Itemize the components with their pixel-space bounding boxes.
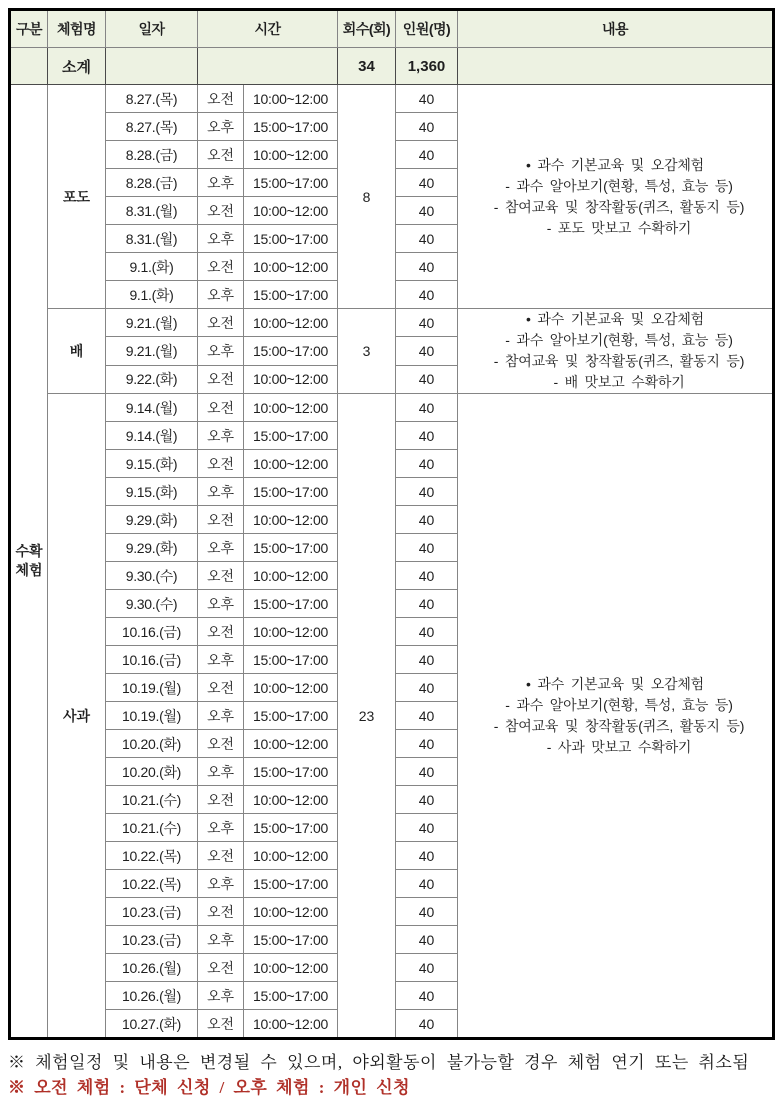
ampm-cell: 오전: [198, 618, 244, 646]
ampm-cell: 오전: [198, 394, 244, 422]
header-row: [10, 10, 774, 48]
people-count-cell: 40: [396, 394, 458, 422]
time-cell: 15:00~17:00: [244, 814, 338, 842]
content-line: - 참여교육 및 창작활동(퀴즈, 활동지 등): [493, 353, 745, 369]
date-cell: 10.23.(금): [106, 926, 198, 954]
schedule-row: [10, 85, 774, 113]
people-count-cell: 40: [396, 702, 458, 730]
header-sessions: 회수(회): [338, 10, 396, 48]
ampm-cell: 오전: [198, 253, 244, 281]
people-count-cell: 40: [396, 85, 458, 113]
ampm-cell: 오후: [198, 478, 244, 506]
content-cell: [458, 309, 774, 394]
people-count-cell: 40: [396, 365, 458, 393]
people-count-cell: 40: [396, 786, 458, 814]
time-cell: 10:00~12:00: [244, 197, 338, 225]
ampm-cell: 오전: [198, 842, 244, 870]
time-cell: 15:00~17:00: [244, 422, 338, 450]
date-cell: 9.15.(화): [106, 450, 198, 478]
ampm-cell: 오후: [198, 337, 244, 365]
date-cell: 10.20.(화): [106, 758, 198, 786]
experience-name-cell: 포도: [48, 85, 106, 309]
header-experience: 체험명: [48, 10, 106, 48]
time-cell: 15:00~17:00: [244, 478, 338, 506]
schedule-table: [8, 8, 775, 1040]
date-cell: 10.19.(월): [106, 702, 198, 730]
date-cell: 8.27.(목): [106, 113, 198, 141]
date-cell: 10.23.(금): [106, 898, 198, 926]
subtotal-label: 소계: [48, 48, 106, 85]
time-cell: 15:00~17:00: [244, 534, 338, 562]
content-line: • 과수 기본교육 및 오감체험: [525, 156, 705, 173]
date-cell: 9.29.(화): [106, 506, 198, 534]
time-cell: 10:00~12:00: [244, 141, 338, 169]
ampm-cell: 오전: [198, 954, 244, 982]
people-count-cell: 40: [396, 1010, 458, 1039]
ampm-cell: 오전: [198, 1010, 244, 1039]
ampm-cell: 오후: [198, 646, 244, 674]
ampm-cell: 오후: [198, 422, 244, 450]
content-line: - 참여교육 및 창작활동(퀴즈, 활동지 등): [493, 198, 745, 215]
time-cell: 10:00~12:00: [244, 506, 338, 534]
people-count-cell: 40: [396, 197, 458, 225]
content-line: - 배 맛보고 수확하기: [553, 374, 685, 390]
footnotes: [8, 1051, 772, 1100]
people-count-cell: 40: [396, 562, 458, 590]
footnote-schedule-change: ※ 체험일정 및 내용은 변경될 수 있으며, 야외활동이 불가능할 경우 체험 연기 또는 취소됨: [8, 1053, 750, 1072]
time-cell: 15:00~17:00: [244, 758, 338, 786]
time-cell: 10:00~12:00: [244, 365, 338, 393]
content-line: - 포도 맛보고 수확하기: [546, 219, 692, 236]
time-cell: 10:00~12:00: [244, 309, 338, 337]
people-count-cell: 40: [396, 870, 458, 898]
people-count-cell: 40: [396, 730, 458, 758]
people-count-cell: 40: [396, 954, 458, 982]
people-count-cell: 40: [396, 590, 458, 618]
date-cell: 10.26.(월): [106, 982, 198, 1010]
ampm-cell: 오후: [198, 982, 244, 1010]
category-line: 체험: [15, 562, 43, 578]
session-count-cell: 3: [338, 309, 396, 394]
ampm-cell: 오전: [198, 786, 244, 814]
date-cell: 10.22.(목): [106, 842, 198, 870]
content-line: - 사과 맛보고 수확하기: [546, 738, 692, 755]
date-cell: 9.21.(월): [106, 309, 198, 337]
people-count-cell: 40: [396, 814, 458, 842]
date-cell: 9.21.(월): [106, 337, 198, 365]
time-cell: 15:00~17:00: [244, 590, 338, 618]
ampm-cell: 오후: [198, 758, 244, 786]
subtotal-time-cell: [198, 48, 338, 85]
ampm-cell: 오전: [198, 85, 244, 113]
ampm-cell: 오전: [198, 197, 244, 225]
date-cell: 9.22.(화): [106, 365, 198, 393]
content-line: • 과수 기본교육 및 오감체험: [525, 311, 705, 327]
ampm-cell: 오전: [198, 562, 244, 590]
ampm-cell: 오후: [198, 534, 244, 562]
session-count-cell: 23: [338, 394, 396, 1039]
date-cell: 8.31.(월): [106, 197, 198, 225]
time-cell: 10:00~12:00: [244, 842, 338, 870]
subtotal-people: 1,360: [396, 48, 458, 85]
people-count-cell: 40: [396, 674, 458, 702]
category-line: 수확: [15, 543, 43, 560]
people-count-cell: 40: [396, 618, 458, 646]
ampm-cell: 오전: [198, 309, 244, 337]
ampm-cell: 오후: [198, 926, 244, 954]
date-cell: 10.22.(목): [106, 870, 198, 898]
people-count-cell: 40: [396, 646, 458, 674]
time-cell: 10:00~12:00: [244, 786, 338, 814]
content-line: - 참여교육 및 창작활동(퀴즈, 활동지 등): [493, 717, 745, 734]
header-time: 시간: [198, 10, 338, 48]
header-category: 구분: [10, 10, 48, 48]
date-cell: 10.16.(금): [106, 646, 198, 674]
time-cell: 15:00~17:00: [244, 646, 338, 674]
people-count-cell: 40: [396, 225, 458, 253]
time-cell: 10:00~12:00: [244, 954, 338, 982]
content-line: - 과수 알아보기(현황, 특성, 효능 등): [505, 332, 733, 348]
footnote-application-type: ※ 오전 체험 : 단체 신청 / 오후 체험 : 개인 신청: [8, 1077, 411, 1097]
ampm-cell: 오전: [198, 141, 244, 169]
date-cell: 10.27.(화): [106, 1010, 198, 1039]
schedule-row: [10, 394, 774, 422]
time-cell: 15:00~17:00: [244, 870, 338, 898]
header-date: 일자: [106, 10, 198, 48]
date-cell: 10.26.(월): [106, 954, 198, 982]
category-cell: [10, 85, 48, 1039]
people-count-cell: 40: [396, 113, 458, 141]
subtotal-sessions: 34: [338, 48, 396, 85]
people-count-cell: 40: [396, 253, 458, 281]
ampm-cell: 오후: [198, 702, 244, 730]
ampm-cell: 오전: [198, 674, 244, 702]
content-line: - 과수 알아보기(현황, 특성, 효능 등): [505, 696, 733, 713]
date-cell: 10.21.(수): [106, 814, 198, 842]
date-cell: 9.14.(월): [106, 394, 198, 422]
people-count-cell: 40: [396, 534, 458, 562]
people-count-cell: 40: [396, 309, 458, 337]
time-cell: 10:00~12:00: [244, 618, 338, 646]
date-cell: 10.20.(화): [106, 730, 198, 758]
time-cell: 15:00~17:00: [244, 113, 338, 141]
people-count-cell: 40: [396, 422, 458, 450]
ampm-cell: 오후: [198, 814, 244, 842]
content-line: • 과수 기본교육 및 오감체험: [525, 675, 705, 692]
people-count-cell: 40: [396, 169, 458, 197]
date-cell: 8.27.(목): [106, 85, 198, 113]
people-count-cell: 40: [396, 758, 458, 786]
people-count-cell: 40: [396, 982, 458, 1010]
ampm-cell: 오전: [198, 506, 244, 534]
ampm-cell: 오전: [198, 730, 244, 758]
subtotal-date-cell: [106, 48, 198, 85]
time-cell: 10:00~12:00: [244, 674, 338, 702]
time-cell: 10:00~12:00: [244, 562, 338, 590]
date-cell: 9.15.(화): [106, 478, 198, 506]
header-content: 내용: [458, 10, 774, 48]
people-count-cell: 40: [396, 141, 458, 169]
time-cell: 10:00~12:00: [244, 898, 338, 926]
time-cell: 15:00~17:00: [244, 225, 338, 253]
time-cell: 15:00~17:00: [244, 702, 338, 730]
date-cell: 9.29.(화): [106, 534, 198, 562]
ampm-cell: 오후: [198, 113, 244, 141]
experience-name-cell: 배: [48, 309, 106, 394]
time-cell: 10:00~12:00: [244, 253, 338, 281]
time-cell: 15:00~17:00: [244, 337, 338, 365]
experience-name-cell: 사과: [48, 394, 106, 1039]
date-cell: 9.1.(화): [106, 281, 198, 309]
time-cell: 10:00~12:00: [244, 730, 338, 758]
ampm-cell: 오후: [198, 225, 244, 253]
people-count-cell: 40: [396, 450, 458, 478]
ampm-cell: 오전: [198, 450, 244, 478]
ampm-cell: 오전: [198, 898, 244, 926]
time-cell: 15:00~17:00: [244, 169, 338, 197]
people-count-cell: 40: [396, 337, 458, 365]
schedule-row: [10, 309, 774, 337]
date-cell: 9.1.(화): [106, 253, 198, 281]
ampm-cell: 오후: [198, 281, 244, 309]
header-people: 인원(명): [396, 10, 458, 48]
date-cell: 10.19.(월): [106, 674, 198, 702]
date-cell: 9.14.(월): [106, 422, 198, 450]
people-count-cell: 40: [396, 842, 458, 870]
time-cell: 15:00~17:00: [244, 926, 338, 954]
people-count-cell: 40: [396, 506, 458, 534]
people-count-cell: 40: [396, 281, 458, 309]
people-count-cell: 40: [396, 478, 458, 506]
date-cell: 8.31.(월): [106, 225, 198, 253]
date-cell: 9.30.(수): [106, 562, 198, 590]
ampm-cell: 오후: [198, 590, 244, 618]
session-count-cell: 8: [338, 85, 396, 309]
date-cell: 10.21.(수): [106, 786, 198, 814]
subtotal-category-cell: [10, 48, 48, 85]
time-cell: 10:00~12:00: [244, 394, 338, 422]
date-cell: 10.16.(금): [106, 618, 198, 646]
people-count-cell: 40: [396, 926, 458, 954]
time-cell: 10:00~12:00: [244, 450, 338, 478]
ampm-cell: 오후: [198, 870, 244, 898]
content-cell: [458, 85, 774, 309]
people-count-cell: 40: [396, 898, 458, 926]
content-cell: [458, 394, 774, 1039]
date-cell: 8.28.(금): [106, 169, 198, 197]
subtotal-content-cell: [458, 48, 774, 85]
date-cell: 8.28.(금): [106, 141, 198, 169]
subtotal-row: [10, 48, 774, 85]
ampm-cell: 오전: [198, 365, 244, 393]
time-cell: 10:00~12:00: [244, 1010, 338, 1039]
date-cell: 9.30.(수): [106, 590, 198, 618]
time-cell: 15:00~17:00: [244, 281, 338, 309]
time-cell: 15:00~17:00: [244, 982, 338, 1010]
content-line: - 과수 알아보기(현황, 특성, 효능 등): [505, 177, 733, 194]
ampm-cell: 오후: [198, 169, 244, 197]
time-cell: 10:00~12:00: [244, 85, 338, 113]
